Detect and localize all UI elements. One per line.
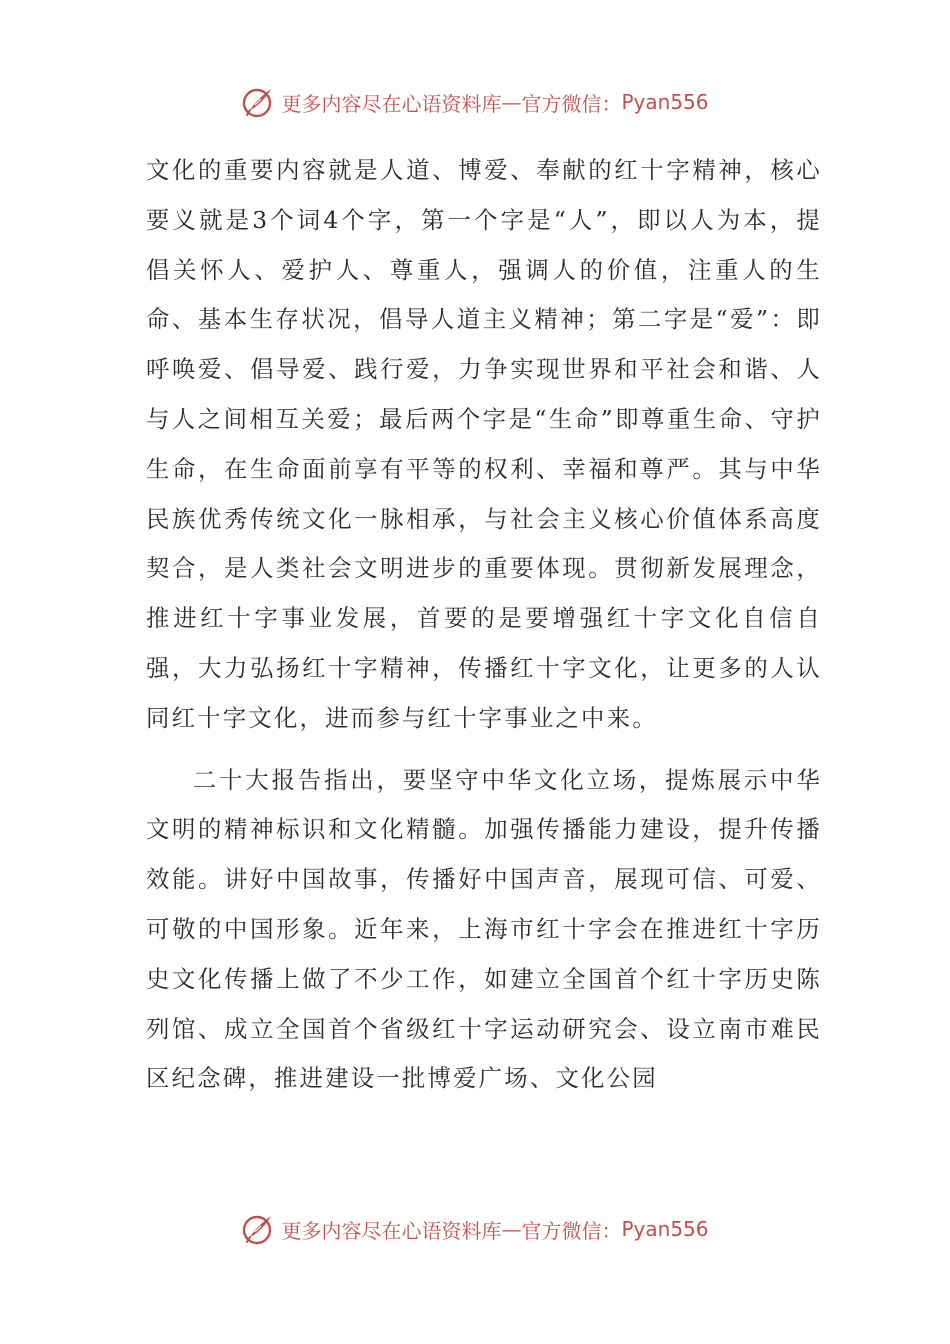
banner-wechat-id: Pyan556 bbox=[621, 1217, 709, 1241]
banner-wechat-label: 官方微信： bbox=[521, 1218, 622, 1243]
quill-seal-logo-icon bbox=[241, 85, 275, 119]
banner-dash: — bbox=[501, 1217, 522, 1241]
banner-title: 更多内容尽在心语资料库 bbox=[281, 91, 502, 116]
banner-wechat-label: 官方微信： bbox=[521, 91, 622, 116]
banner-wechat-id: Pyan556 bbox=[621, 90, 709, 114]
banner-title: 更多内容尽在心语资料库 bbox=[281, 1218, 502, 1243]
quill-seal-logo-icon bbox=[241, 1212, 275, 1246]
body-paragraph: 文化的重要内容就是人道、博爱、奉献的红十字精神，核心要义就是3个词4个字，第一个字是“人”，即以人为本，提倡关怀人、爱护人、尊重人，强调人的价值，注重人的生命、基本生存状况，倡导人道主义精神；第二字是“爱”：即呼唤爱、倡导爱、践行爱，力争实现世界和平社会和谐、人与人之间相互关爱；最后两个字是“生命”即尊重生命、守护生命，在生命面前享有平等的权利、幸福和尊严。其与中华民族优秀传统文化一脉相承，与社会主义核心价值体系高度契合，是人类社会文明进步的重要体现。贯彻新发展理念，推进红十字事业发展，首要的是要增强红十字文化自信自强，大力弘扬红十字精神，传播红十字文化，让更多的人认同红十字文化，进而参与红十字事业之中来。 bbox=[146, 156, 822, 732]
footer-banner bbox=[0, 1209, 950, 1249]
header-banner bbox=[0, 82, 950, 122]
document-body bbox=[146, 146, 822, 1104]
body-paragraph: 二十大报告指出，要坚守中华文化立场，提炼展示中华文明的精神标识和文化精髓。加强传播能力建设，提升传播效能。讲好中国故事，传播好中国声音，展现可信、可爱、可敬的中国形象。近年来，上海市红十字会在推进红十字历史文化传播上做了不少工作，如建立全国首个红十字历史陈列馆、成立全国首个省级红十字运动研究会、设立南市难民区纪念碑，推进建设一批博爱广场、文化公园 bbox=[146, 765, 822, 1093]
banner-dash: — bbox=[501, 90, 522, 114]
